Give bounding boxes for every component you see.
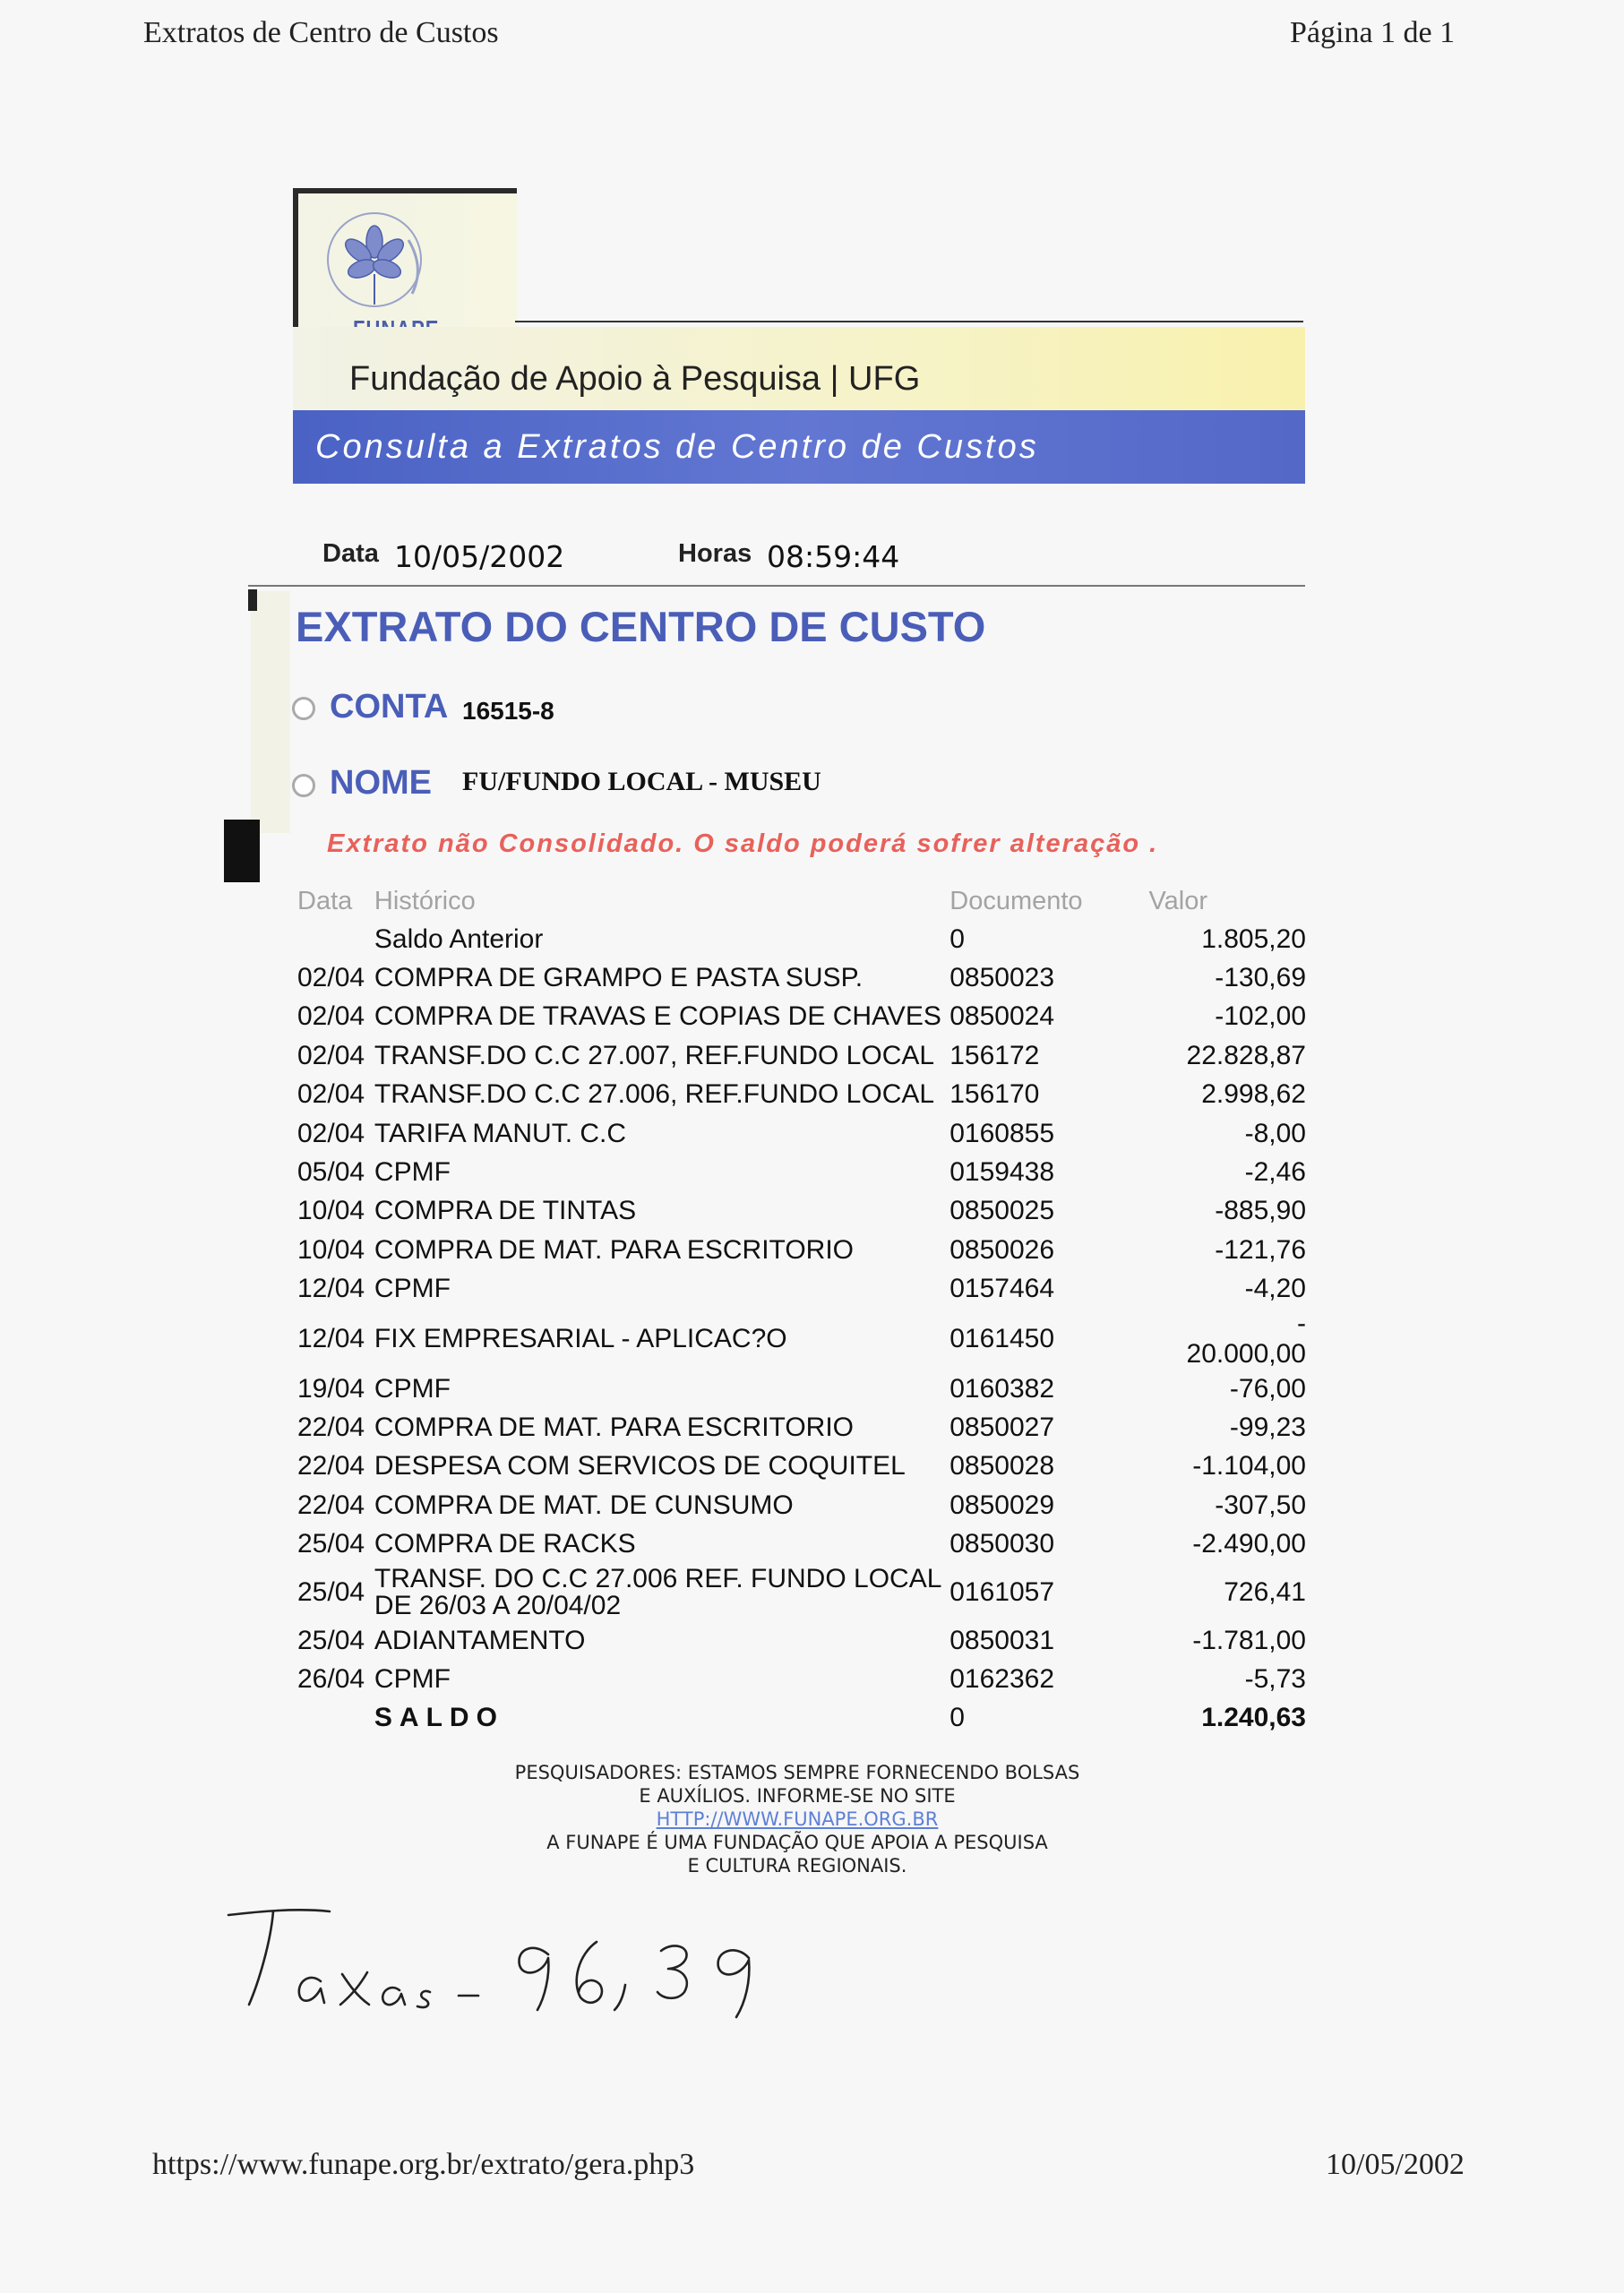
row-val: -2.490,00 (1192, 1529, 1306, 1559)
row-hist: TRANSF.DO C.C 27.007, REF.FUNDO LOCAL (374, 1040, 935, 1070)
row-doc: 0850031 (949, 1625, 1055, 1655)
row-val: -885,90 (1215, 1196, 1306, 1226)
table-row (296, 958, 1308, 997)
header-val: Valor (1148, 886, 1208, 915)
notice-line: E AUXÍLIOS. INFORME-SE NO SITE (639, 1785, 956, 1807)
notice-line: E CULTURA REGIONAIS. (687, 1855, 907, 1876)
row-val: -4,20 (1244, 1274, 1306, 1304)
meta-rule (248, 585, 1305, 587)
row-date: 10/04 (297, 1196, 365, 1226)
section-panel (251, 591, 290, 833)
nome-bullet-icon (292, 774, 315, 797)
notice-line: A FUNAPE É UMA FUNDAÇÃO QUE APOIA A PESQUISA (546, 1832, 1048, 1853)
conta-bullet-icon (292, 697, 315, 720)
conta-value: 16515-8 (462, 697, 554, 725)
saldo-label: SALDO (374, 1703, 504, 1733)
row-val: - 20.000,00 (1186, 1308, 1306, 1369)
header-rule (515, 321, 1303, 322)
time-value: 08:59:44 (767, 539, 900, 574)
header-doc: Documento (949, 886, 1083, 915)
handwritten-note (224, 1899, 797, 2042)
row-date: 10/04 (297, 1234, 365, 1265)
row-date: 02/04 (297, 963, 365, 993)
row-val: -1.104,00 (1192, 1451, 1306, 1481)
table-row (296, 1486, 1308, 1524)
row-val: 726,41 (1224, 1576, 1306, 1607)
row-val: -8,00 (1244, 1118, 1306, 1148)
table-row (296, 1564, 1308, 1621)
row-doc: 156172 (949, 1040, 1040, 1070)
print-header-page: Página 1 de 1 (1290, 16, 1456, 49)
date-value: 10/05/2002 (394, 539, 565, 574)
row-date: 02/04 (297, 1001, 365, 1032)
row-hist: Saldo Anterior (374, 923, 544, 954)
row-doc: 0162362 (949, 1663, 1055, 1694)
row-date: 22/04 (297, 1490, 365, 1520)
row-val: 2.998,62 (1201, 1079, 1306, 1110)
row-doc: 0850026 (949, 1234, 1055, 1265)
header-date: Data (297, 886, 353, 915)
notice-line: PESQUISADORES: ESTAMOS SEMPRE FORNECENDO BOLSAS (514, 1762, 1080, 1783)
row-doc: 0160382 (949, 1373, 1055, 1404)
ledger-body (296, 920, 1308, 1738)
row-date: 26/04 (297, 1663, 365, 1694)
conta-label: CONTA (330, 688, 449, 726)
warning-text: Extrato não Consolidado. O saldo poderá sofrer alteração . (327, 829, 1159, 858)
table-header-row (296, 882, 1308, 920)
table-row (296, 1621, 1308, 1660)
row-date: 25/04 (297, 1529, 365, 1559)
row-date: 12/04 (297, 1323, 365, 1353)
foundation-name: Fundação de Apoio à Pesquisa | UFG (349, 360, 921, 398)
table-row (296, 1114, 1308, 1153)
row-date: 02/04 (297, 1079, 365, 1110)
row-hist: COMPRA DE TINTAS (374, 1196, 637, 1226)
row-hist: DESPESA COM SERVICOS DE COQUITEL (374, 1451, 906, 1481)
row-val: -130,69 (1215, 963, 1306, 993)
row-date (296, 920, 373, 958)
row-val: -76,00 (1229, 1373, 1306, 1404)
row-hist: COMPRA DE MAT. PARA ESCRITORIO (374, 1234, 854, 1265)
row-date: 02/04 (297, 1118, 365, 1148)
table-row (296, 1270, 1308, 1309)
row-val: -99,23 (1229, 1412, 1306, 1442)
row-doc: 0161057 (949, 1576, 1055, 1607)
row-val: -307,50 (1215, 1490, 1306, 1520)
table-row (296, 1192, 1308, 1231)
row-val: -121,76 (1215, 1234, 1306, 1265)
table-row (296, 1408, 1308, 1447)
row-val: -2,46 (1244, 1157, 1306, 1188)
row-date: 02/04 (297, 1040, 365, 1070)
table-row (296, 1447, 1308, 1486)
row-doc: 0159438 (949, 1157, 1055, 1188)
row-date: 25/04 (297, 1576, 365, 1607)
print-footer-date: 10/05/2002 (1326, 2148, 1465, 2181)
table-row (296, 1153, 1308, 1191)
table-row (296, 1660, 1308, 1698)
row-val: -1.781,00 (1192, 1625, 1306, 1655)
row-hist: COMPRA DE RACKS (374, 1529, 636, 1559)
row-date: 22/04 (297, 1451, 365, 1481)
row-doc: 0161450 (949, 1323, 1055, 1353)
row-hist: COMPRA DE MAT. DE CUNSUMO (374, 1490, 794, 1520)
table-row (296, 1309, 1308, 1370)
row-doc: 0850025 (949, 1196, 1055, 1226)
table-row (296, 920, 1308, 958)
print-footer-url: https://www.funape.org.br/extrato/gera.php3 (152, 2148, 695, 2181)
row-val: 1.805,20 (1201, 923, 1306, 954)
row-doc: 0850027 (949, 1412, 1055, 1442)
date-label: Data (322, 539, 379, 568)
row-doc: 0160855 (949, 1118, 1055, 1148)
row-date: 05/04 (297, 1157, 365, 1188)
row-date: 12/04 (297, 1274, 365, 1304)
row-doc: 0850023 (949, 963, 1055, 993)
row-doc: 0 (949, 923, 965, 954)
table-row (296, 1231, 1308, 1269)
row-hist: COMPRA DE TRAVAS E COPIAS DE CHAVES (374, 1001, 941, 1032)
row-date: 19/04 (297, 1373, 365, 1404)
table-row (296, 1524, 1308, 1563)
row-doc: 0850029 (949, 1490, 1055, 1520)
saldo-empty (296, 1699, 373, 1738)
row-val: 22.828,87 (1186, 1040, 1306, 1070)
row-doc: 156170 (949, 1079, 1040, 1110)
saldo-doc: 0 (949, 1703, 965, 1733)
section-title: EXTRATO DO CENTRO DE CUSTO (296, 603, 986, 650)
row-hist: COMPRA DE MAT. PARA ESCRITORIO (374, 1412, 854, 1442)
panel-marker (224, 820, 260, 882)
row-val: -5,73 (1244, 1663, 1306, 1694)
table-row (296, 1076, 1308, 1114)
row-hist: TARIFA MANUT. C.C (374, 1118, 627, 1148)
row-hist: TRANSF.DO C.C 27.006, REF.FUNDO LOCAL (374, 1079, 935, 1110)
table-row (296, 1036, 1308, 1075)
row-hist: CPMF (374, 1274, 451, 1304)
nome-value: FU/FUNDO LOCAL - MUSEU (462, 767, 821, 796)
row-doc: 0850028 (949, 1451, 1055, 1481)
row-doc: 0850030 (949, 1529, 1055, 1559)
row-hist: ADIANTAMENTO (374, 1625, 586, 1655)
row-hist: CPMF (374, 1157, 451, 1188)
row-hist: CPMF (374, 1663, 451, 1694)
row-hist: CPMF (374, 1373, 451, 1404)
table-row (296, 1370, 1308, 1408)
row-hist: COMPRA DE GRAMPO E PASTA SUSP. (374, 963, 864, 993)
nome-label: NOME (330, 764, 432, 802)
row-val: -102,00 (1215, 1001, 1306, 1032)
row-hist: FIX EMPRESARIAL - APLICAC?O (374, 1323, 787, 1353)
saldo-value: 1.240,63 (1201, 1703, 1306, 1733)
notice (430, 1761, 1164, 1877)
table-row (296, 998, 1308, 1036)
page-title: Consulta a Extratos de Centro de Custos (315, 428, 1039, 466)
print-header-title: Extratos de Centro de Custos (143, 16, 499, 49)
saldo-row (296, 1699, 1308, 1738)
row-hist: TRANSF. DO C.C 27.006 REF. FUNDO LOCAL DE 26/03 A 20/04/02 (374, 1563, 941, 1620)
panel-corner (248, 589, 257, 611)
funape-link[interactable]: HTTP://WWW.FUNAPE.ORG.BR (656, 1808, 939, 1830)
row-doc: 0157464 (949, 1274, 1055, 1304)
header-hist: Histórico (374, 886, 476, 915)
row-doc: 0850024 (949, 1001, 1055, 1032)
row-date: 25/04 (297, 1625, 365, 1655)
row-date: 22/04 (297, 1412, 365, 1442)
ledger-table (296, 882, 1308, 1738)
time-label: Horas (678, 539, 752, 568)
